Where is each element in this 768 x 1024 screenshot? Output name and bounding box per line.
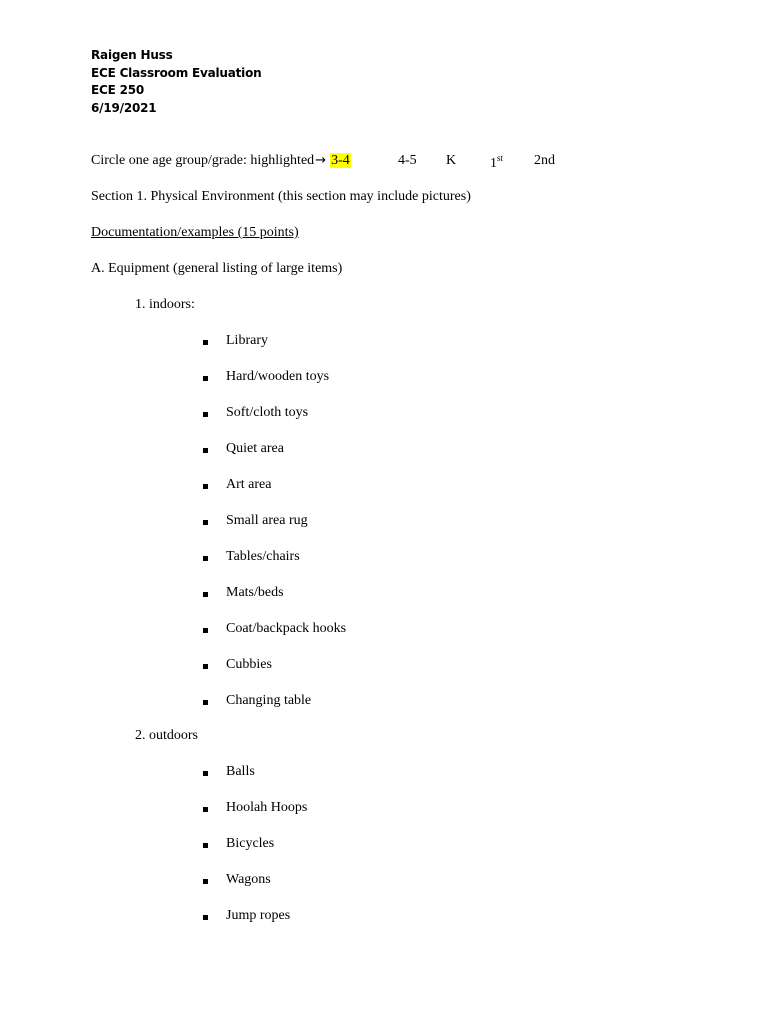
list-item: Jump ropes <box>226 908 291 923</box>
part-a-heading: A. Equipment (general listing of large items) <box>91 261 343 276</box>
list-item: Library <box>226 333 268 348</box>
age-option-2nd: 2nd <box>534 153 555 168</box>
document-title: ECE Classroom Evaluation <box>91 66 262 80</box>
list-item: Hoolah Hoops <box>226 800 308 815</box>
list-item: Tables/chairs <box>226 549 300 564</box>
bullet-icon <box>203 484 208 489</box>
age-prompt-text: Circle one age group/grade: highlighted <box>91 153 315 168</box>
bullet-icon <box>203 700 208 705</box>
list-item: Quiet area <box>226 441 284 456</box>
list-item: Wagons <box>226 872 271 887</box>
list-item: Hard/wooden toys <box>226 369 330 384</box>
list-item: Changing table <box>226 693 312 708</box>
document-date: 6/19/2021 <box>91 101 157 115</box>
bullet-icon <box>203 771 208 776</box>
bullet-icon <box>203 520 208 525</box>
age-option-1st-sup: st <box>497 153 504 163</box>
bullet-icon <box>203 807 208 812</box>
bullet-icon <box>203 448 208 453</box>
list-item: Mats/beds <box>226 585 284 600</box>
selected-age-group: 3-4 <box>331 153 350 168</box>
list-item: Balls <box>226 764 255 779</box>
indoors-label: 1. indoors: <box>135 297 195 312</box>
section-heading: Section 1. Physical Environment (this section may include pictures) <box>91 189 471 204</box>
age-option-k: K <box>446 153 457 168</box>
age-option-1st <box>490 153 503 172</box>
list-item: Cubbies <box>226 657 272 672</box>
bullet-icon <box>203 664 208 669</box>
bullet-icon <box>203 412 208 417</box>
list-item: Coat/backpack hooks <box>226 621 347 636</box>
list-item: Small area rug <box>226 513 308 528</box>
list-item: Soft/cloth toys <box>226 405 309 420</box>
documentation-heading: Documentation/examples (15 points) <box>91 225 299 240</box>
author-name: Raigen Huss <box>91 48 173 62</box>
bullet-icon <box>203 376 208 381</box>
bullet-icon <box>203 556 208 561</box>
bullet-icon <box>203 628 208 633</box>
list-item: Art area <box>226 477 272 492</box>
bullet-icon <box>203 879 208 884</box>
bullet-icon <box>203 340 208 345</box>
bullet-icon <box>203 592 208 597</box>
age-group-prompt <box>91 153 351 169</box>
bullet-icon <box>203 915 208 920</box>
outdoors-label: 2. outdoors <box>135 728 198 743</box>
arrow-right-icon: → <box>315 153 327 168</box>
age-option-4-5: 4-5 <box>398 153 417 168</box>
list-item: Bicycles <box>226 836 275 851</box>
course-code: ECE 250 <box>91 83 145 97</box>
bullet-icon <box>203 843 208 848</box>
age-option-1st-base: 1 <box>490 156 497 171</box>
